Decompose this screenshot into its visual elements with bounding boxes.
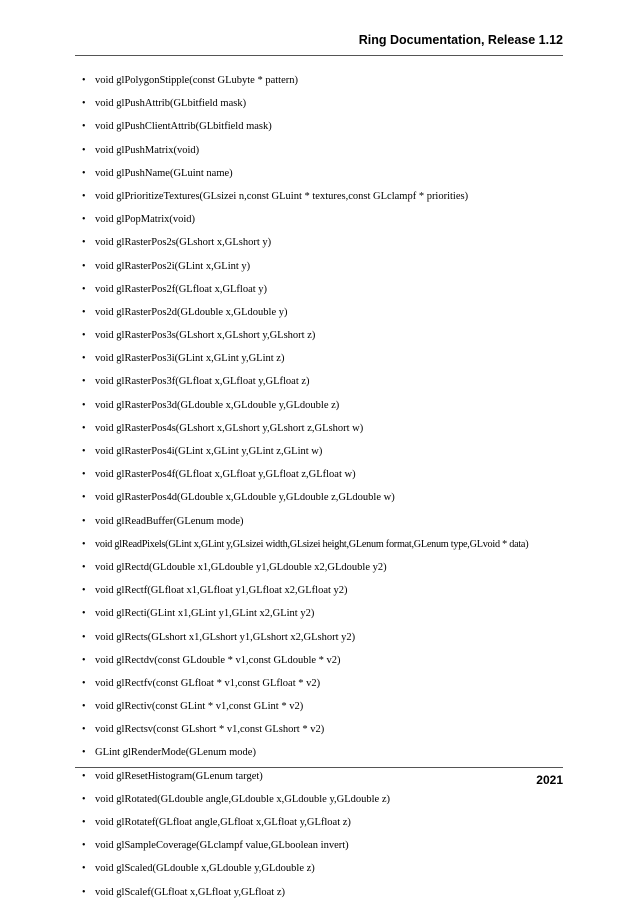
list-item (80, 857, 580, 880)
function-signature: void glPushName(GLuint name) (95, 167, 233, 179)
function-signature: void glRectf(GLfloat x1,GLfloat y1,GLfloat x2,GLfloat y2) (95, 585, 348, 597)
list-item (80, 301, 580, 324)
list-item (80, 69, 580, 92)
list-item (80, 672, 580, 695)
function-signature: void glRectsv(const GLshort * v1,const GLshort * v2) (95, 724, 325, 736)
function-signature: void glSampleCoverage(GLclampf value,GLboolean invert) (95, 840, 349, 852)
list-item (80, 556, 580, 579)
function-signature: void glScalef(GLfloat x,GLfloat y,GLfloat z) (95, 886, 286, 898)
function-signature: void glPopMatrix(void) (95, 214, 196, 226)
list-item (80, 370, 580, 393)
function-signature: void glRasterPos2d(GLdouble x,GLdouble y) (95, 306, 288, 318)
bullet-icon: • (82, 538, 86, 550)
list-item (80, 185, 580, 208)
bullet-icon: • (82, 770, 86, 782)
function-signature: void glRotatef(GLfloat angle,GLfloat x,GLfloat y,GLfloat z) (95, 817, 351, 828)
bullet-icon: • (82, 469, 86, 481)
list-item (80, 741, 580, 764)
list-item (80, 255, 580, 278)
list-item (80, 834, 580, 857)
bullet-icon: • (82, 214, 86, 226)
function-signature: void glRasterPos3i(GLint x,GLint y,GLint z) (95, 353, 285, 365)
function-signature: void glRects(GLshort x1,GLshort y1,GLshort x2,GLshort y2) (95, 631, 356, 643)
bullet-icon: • (82, 422, 86, 434)
list-item (80, 626, 580, 649)
list-item (80, 394, 580, 417)
bullet-icon: • (82, 446, 86, 457)
function-signature: void glReadBuffer(GLenum mode) (95, 515, 244, 527)
function-signature: void glReadPixels(GLint x,GLint y,GLsizei width,GLsizei height,GLenum format,GLenum type,GLvoid * data) (95, 538, 529, 550)
list-item (80, 486, 580, 509)
bullet-icon: • (82, 724, 86, 736)
list-item (80, 139, 580, 162)
function-signature: void glPushMatrix(void) (95, 144, 200, 156)
bullet-icon: • (82, 75, 86, 86)
list-item (80, 695, 580, 718)
function-signature: void glRecti(GLint x1,GLint y1,GLint x2,GLint y2) (95, 608, 315, 620)
bullet-icon: • (82, 840, 86, 852)
bullet-icon: • (82, 886, 86, 898)
bullet-icon: • (82, 190, 86, 202)
function-signature: void glRasterPos3s(GLshort x,GLshort y,GLshort z) (95, 330, 316, 342)
function-signature: void glRasterPos4i(GLint x,GLint y,GLint z,GLint w) (95, 446, 323, 457)
bullet-icon: • (82, 793, 86, 805)
list-item (80, 440, 580, 463)
function-signature: void glRasterPos4f(GLfloat x,GLfloat y,GLfloat z,GLfloat w) (95, 469, 356, 481)
bullet-icon: • (82, 817, 86, 828)
list-item (80, 231, 580, 254)
bullet-icon: • (82, 121, 86, 133)
function-signature: GLint glRenderMode(GLenum mode) (95, 747, 256, 759)
function-signature: void glRasterPos4d(GLdouble x,GLdouble y,GLdouble z,GLdouble w) (95, 492, 395, 504)
bullet-icon: • (82, 654, 86, 666)
footer-divider (75, 767, 563, 768)
bullet-icon: • (82, 144, 86, 156)
function-signature: void glRotated(GLdouble angle,GLdouble x,GLdouble y,GLdouble z) (95, 793, 390, 805)
function-signature: void glPrioritizeTextures(GLsizei n,const GLuint * textures,const GLclampf * priorities) (95, 190, 469, 202)
list-item (80, 811, 580, 834)
list-item (80, 324, 580, 347)
list-item (80, 278, 580, 301)
list-item (80, 162, 580, 185)
bullet-icon: • (82, 306, 86, 318)
bullet-icon: • (82, 677, 86, 689)
bullet-icon: • (82, 399, 86, 411)
list-item (80, 718, 580, 741)
bullet-icon: • (82, 863, 86, 875)
list-item (80, 208, 580, 231)
bullet-icon: • (82, 330, 86, 342)
list-item (80, 92, 580, 115)
bullet-icon: • (82, 237, 86, 249)
function-signature: void glRectdv(const GLdouble * v1,const GLdouble * v2) (95, 654, 341, 666)
bullet-icon: • (82, 561, 86, 573)
list-item (80, 463, 580, 486)
function-list (80, 69, 580, 904)
bullet-icon: • (82, 98, 86, 110)
bullet-icon: • (82, 283, 86, 295)
bullet-icon: • (82, 608, 86, 620)
function-signature: void glRectd(GLdouble x1,GLdouble y1,GLdouble x2,GLdouble y2) (95, 561, 387, 573)
bullet-icon: • (82, 515, 86, 527)
list-item (80, 579, 580, 602)
header-divider (75, 55, 563, 56)
function-signature: void glPushClientAttrib(GLbitfield mask) (95, 121, 272, 133)
list-item (80, 788, 580, 811)
bullet-icon: • (82, 747, 86, 759)
bullet-icon: • (82, 167, 86, 179)
bullet-icon: • (82, 353, 86, 365)
bullet-icon: • (82, 260, 86, 272)
function-signature: void glRasterPos2s(GLshort x,GLshort y) (95, 237, 272, 249)
list-item (80, 649, 580, 672)
running-header-title: Ring Documentation, Release 1.12 (358, 33, 563, 47)
list-item (80, 602, 580, 625)
function-signature: void glPolygonStipple(const GLubyte * pattern) (95, 75, 298, 86)
bullet-icon: • (82, 585, 86, 597)
list-item (80, 510, 580, 533)
function-signature: void glPushAttrib(GLbitfield mask) (95, 98, 247, 110)
function-signature: void glRasterPos4s(GLshort x,GLshort y,GLshort z,GLshort w) (95, 422, 364, 434)
function-signature: void glRasterPos2f(GLfloat x,GLfloat y) (95, 283, 268, 295)
list-item (80, 881, 580, 904)
function-signature: void glRasterPos3d(GLdouble x,GLdouble y,GLdouble z) (95, 399, 340, 411)
function-signature: void glScaled(GLdouble x,GLdouble y,GLdouble z) (95, 863, 315, 875)
bullet-icon: • (82, 701, 86, 713)
list-item (80, 115, 580, 138)
function-signature: void glRectiv(const GLint * v1,const GLint * v2) (95, 701, 304, 713)
function-signature: void glResetHistogram(GLenum target) (95, 770, 263, 782)
bullet-icon: • (82, 492, 86, 504)
page-number: 2021 (536, 773, 563, 787)
function-signature: void glRasterPos3f(GLfloat x,GLfloat y,GLfloat z) (95, 376, 310, 388)
list-item (80, 765, 580, 788)
function-signature: void glRectfv(const GLfloat * v1,const GLfloat * v2) (95, 677, 321, 689)
list-item (80, 417, 580, 440)
list-item (80, 347, 580, 370)
bullet-icon: • (82, 376, 86, 388)
function-signature: void glRasterPos2i(GLint x,GLint y) (95, 260, 251, 272)
bullet-icon: • (82, 631, 86, 643)
list-item (80, 533, 580, 556)
